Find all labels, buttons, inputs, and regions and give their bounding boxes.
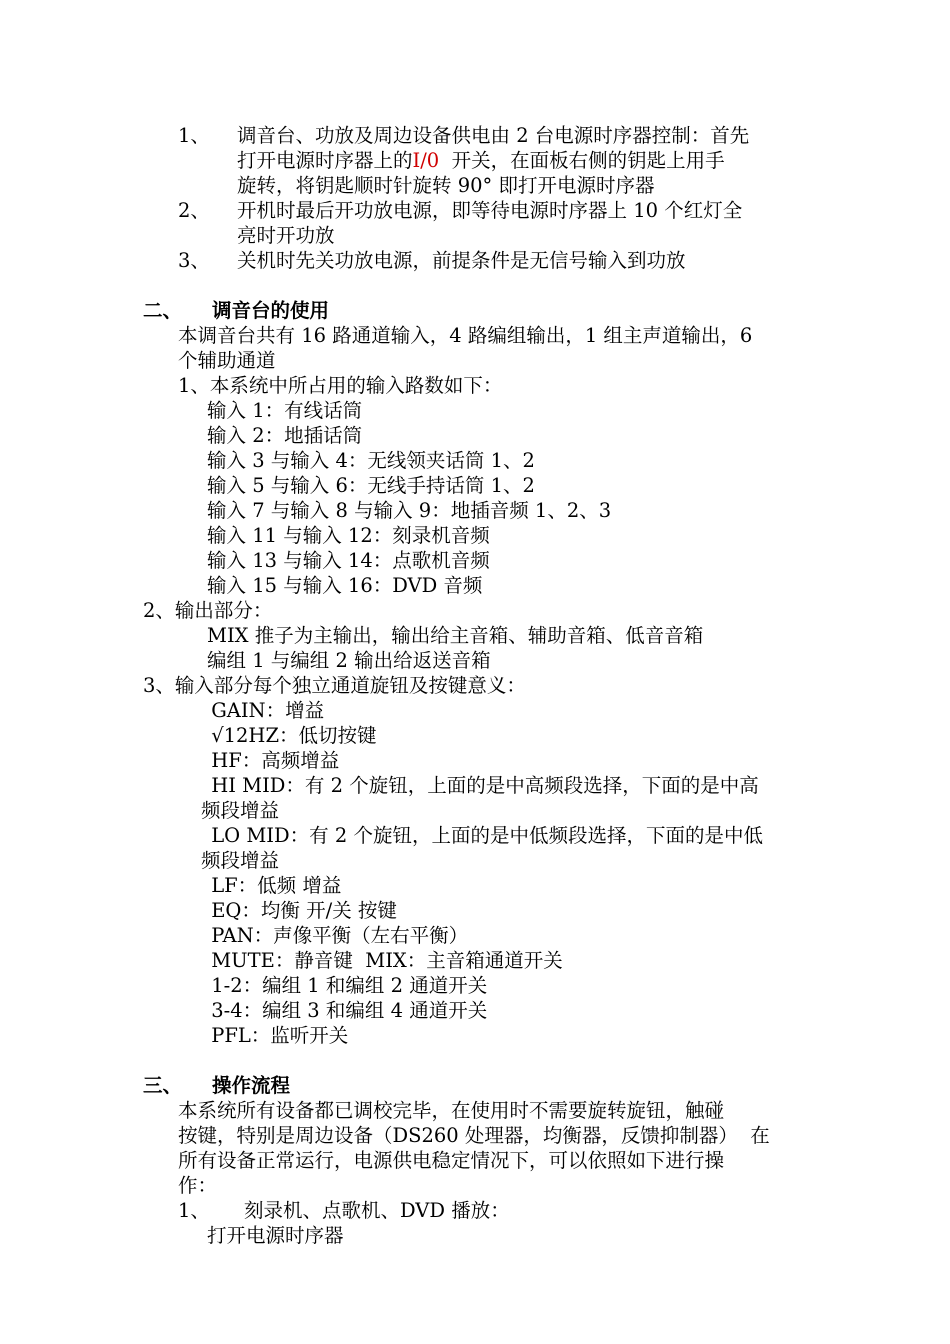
subsection-knobs-title: 3、输入部分每个独立通道旋钮及按键意义： (143, 674, 526, 697)
section-3-number: 三、 (143, 1074, 183, 1097)
knob-line-group12: 1-2：编组 1 和编组 2 通道开关 (205, 974, 488, 997)
output-line-1: MIX 推子为主输出，输出给主音箱、辅助音箱、低音音箱 (207, 624, 704, 647)
list-item-2-line-2: 亮时开功放 (237, 224, 335, 247)
list-number-1: 1、 (178, 124, 210, 147)
knob-line-lomid: LO MID：有 2 个旋钮，上面的是中低频段选择，下面的是中低 (205, 824, 763, 847)
knob-line-himid: HI MID：有 2 个旋钮，上面的是中高频段选择，下面的是中高 (205, 774, 759, 797)
section-2-intro-line-2: 个辅助通道 (178, 349, 276, 372)
input-line-8: 输入 15 与输入 16：DVD 音频 (207, 574, 483, 597)
input-line-7: 输入 13 与输入 14：点歌机音频 (207, 549, 490, 572)
knob-line-gain: GAIN：增益 (205, 699, 325, 722)
input-line-6: 输入 11 与输入 12：刻录机音频 (207, 524, 490, 547)
section-3-intro-line-2: 按键，特别是周边设备（DS260 处理器，均衡器，反馈抑制器） 在 (178, 1124, 770, 1147)
io-switch-label: I/0 (412, 149, 440, 172)
section-3-title: 操作流程 (212, 1074, 291, 1097)
list-item-1-line-2-text: 打开电源时序器上的 (237, 149, 413, 172)
input-line-2: 输入 2：地插话筒 (207, 424, 363, 447)
section-2-title: 调音台的使用 (212, 299, 330, 322)
input-line-5: 输入 7 与输入 8 与输入 9：地插音频 1、2、3 (207, 499, 612, 522)
list-item-1-line-3: 旋转，将钥匙顺时针旋转 90° 即打开电源时序器 (237, 174, 655, 197)
step-1-text: 刻录机、点歌机、DVD 播放： (244, 1199, 510, 1222)
knob-line-group34: 3-4：编组 3 和编组 4 通道开关 (205, 999, 488, 1022)
section-2-intro-line-1: 本调音台共有 16 路通道输入，4 路编组输出，1 组主声道输出，6 (178, 324, 753, 347)
input-line-1: 输入 1：有线话筒 (207, 399, 363, 422)
knob-line-pfl: PFL：监听开关 (205, 1024, 349, 1047)
list-item-1-line-2 (237, 148, 725, 173)
section-3-intro-line-4: 作： (178, 1174, 218, 1197)
knob-line-eq: EQ：均衡 开/关 按键 (205, 899, 397, 922)
input-line-3: 输入 3 与输入 4：无线领夹话筒 1、2 (207, 449, 535, 472)
step-1-subtext: 打开电源时序器 (207, 1224, 344, 1247)
section-3-intro-line-3: 所有设备正常运行，电源供电稳定情况下，可以依照如下进行操 (178, 1149, 725, 1172)
step-1-number: 1、 (178, 1199, 210, 1222)
subsection-outputs-title: 2、输出部分： (143, 599, 273, 622)
list-item-3-line-1: 关机时先关功放电源，前提条件是无信号输入到功放 (237, 249, 686, 272)
list-number-2: 2、 (178, 199, 210, 222)
list-number-3: 3、 (178, 249, 210, 272)
input-line-4: 输入 5 与输入 6：无线手持话筒 1、2 (207, 474, 535, 497)
list-item-2-line-1: 开机时最后开功放电源，即等待电源时序器上 10 个红灯全 (237, 199, 743, 222)
knob-line-hf: HF：高频增益 (205, 749, 340, 772)
knob-line-lowcut: √12HZ：低切按键 (205, 724, 377, 747)
knob-line-himid-cont: 频段增益 (201, 799, 280, 822)
list-item-1-line-1: 调音台、功放及周边设备供电由 2 台电源时序器控制：首先 (237, 124, 750, 147)
section-3-intro-line-1: 本系统所有设备都已调校完毕，在使用时不需要旋转旋钮，触碰 (178, 1099, 725, 1122)
knob-line-pan: PAN：声像平衡（左右平衡） (205, 924, 469, 947)
subsection-inputs-title: 1、本系统中所占用的输入路数如下： (178, 374, 503, 397)
knob-line-lf: LF：低频 增益 (205, 874, 342, 897)
knob-line-mute: MUTE：静音键 MIX：主音箱通道开关 (205, 949, 563, 972)
output-line-2: 编组 1 与编组 2 输出给返送音箱 (207, 649, 491, 672)
section-2-number: 二、 (143, 299, 183, 322)
knob-line-lomid-cont: 频段增益 (201, 849, 280, 872)
list-item-1-line-2-rest: 开关，在面板右侧的钥匙上用手 (439, 149, 725, 172)
